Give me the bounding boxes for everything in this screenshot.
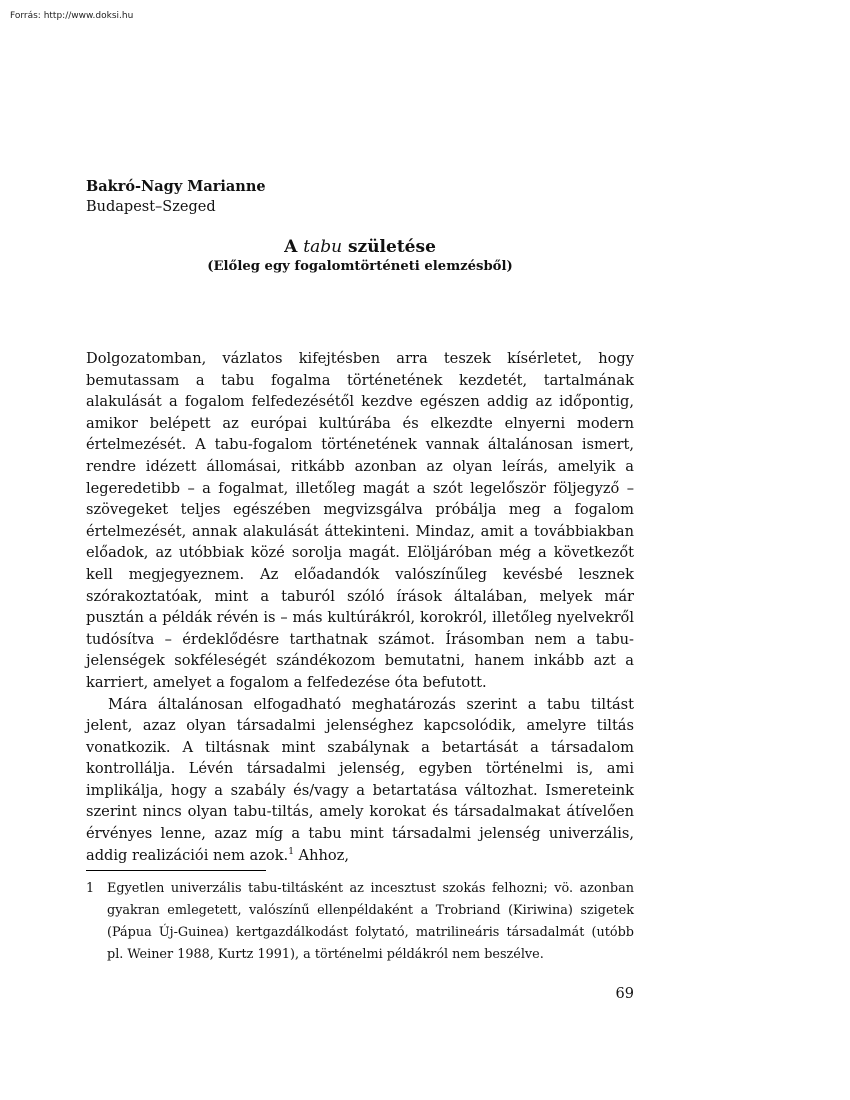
footnote-number: 1 (86, 881, 95, 896)
body-text (86, 348, 634, 866)
title-block (86, 236, 634, 276)
title-italic: tabu (303, 237, 343, 257)
title-prefix: A (284, 237, 298, 257)
title-suffix: születése (347, 237, 436, 257)
author-name: Bakró-Nagy Marianne (86, 178, 266, 195)
page-number: 69 (615, 986, 634, 1002)
paragraph-2 (86, 694, 634, 867)
page-title (86, 236, 634, 258)
author-affiliation: Budapest–Szeged (86, 199, 216, 215)
footnote (86, 878, 634, 966)
author-block (86, 176, 266, 218)
paragraph-2-tail: Ahhoz, (293, 846, 350, 864)
footnote-divider (86, 870, 266, 871)
source-note: Forrás: http://www.doksi.hu (10, 11, 134, 21)
footnote-text: Egyetlen univerzális tabu-tiltásként az incesztust szokás felhozni; vö. azonban gyakran emlegetett, valószínű ellenpéldaként a Trobriand (Kiriwina) szigetek (Pápua Új-Guinea) kertgazdálkodást folytató, matrilineáris társadalmát (utóbb pl. Weiner 1988, Kurtz 1991), a történelmi példákról nem beszélve. (107, 881, 634, 962)
footnote-reference[interactable]: 1 (288, 846, 294, 857)
page-subtitle: (Előleg egy fogalomtörténeti elemzésből) (207, 259, 513, 274)
paragraph-1: Dolgozatomban, vázlatos kifejtésben arra teszek kísérletet, hogy bemutassam a tabu fogalma történetének kezdetét, tartalmának alakulását a fogalom felfedezésétől kezdve egészen addig az időpontig, amikor belépett az európai kultúrába és elkezdte elnyerni modern értelmezését. A tabu-fogalom történetének vannak általánosan ismert, rendre idézett állomásai, ritkább azonban az olyan leírás, amelyik a legeredetibb – a fogalmat, illetőleg magát a szót legelőször följegyző – szövegeket teljes egészében megvizsgálva próbálja meg a fogalom értelmezését, annak alakulását áttekinteni. Mindaz, amit a továbbiakban előadok, az utóbbiak közé sorolja magát. Elöljáróban még a következőt kell megjegyeznem. Az előadandók valószínűleg kevésbé lesznek szórakoztatóak, mint a taburól szóló írások általában, melyek már pusztán a példák révén is – más kultúrákról, korokról, illetőleg nyelvekről tudósítva – érdeklődésre tarthatnak számot. Írásomban nem a tabu-jelenségek sokféleségét szándékozom bemutatni, hanem inkább azt a karriert, amelyet a fogalom a felfedezése óta befutott. (86, 350, 634, 691)
paragraph-2-text: Mára általánosan elfogadható meghatározás szerint a tabu tiltást jelent, azaz olyan társadalmi jelenséghez kapcsolódik, amelyre tiltás vonatkozik. A tiltásnak mint szabálynak a betartását a társadalom kontrollálja. Lévén társadalmi jelenség, egyben történelmi is, ami implikálja, hogy a szabály és/vagy a betartatása változhat. Ismereteink szerint nincs olyan tabu-tiltás, amely korokat és társadalmakat átívelően érvényes lenne, azaz míg a tabu mint társadalmi jelenség univerzális, addig realizációi nem azok. (86, 695, 634, 864)
